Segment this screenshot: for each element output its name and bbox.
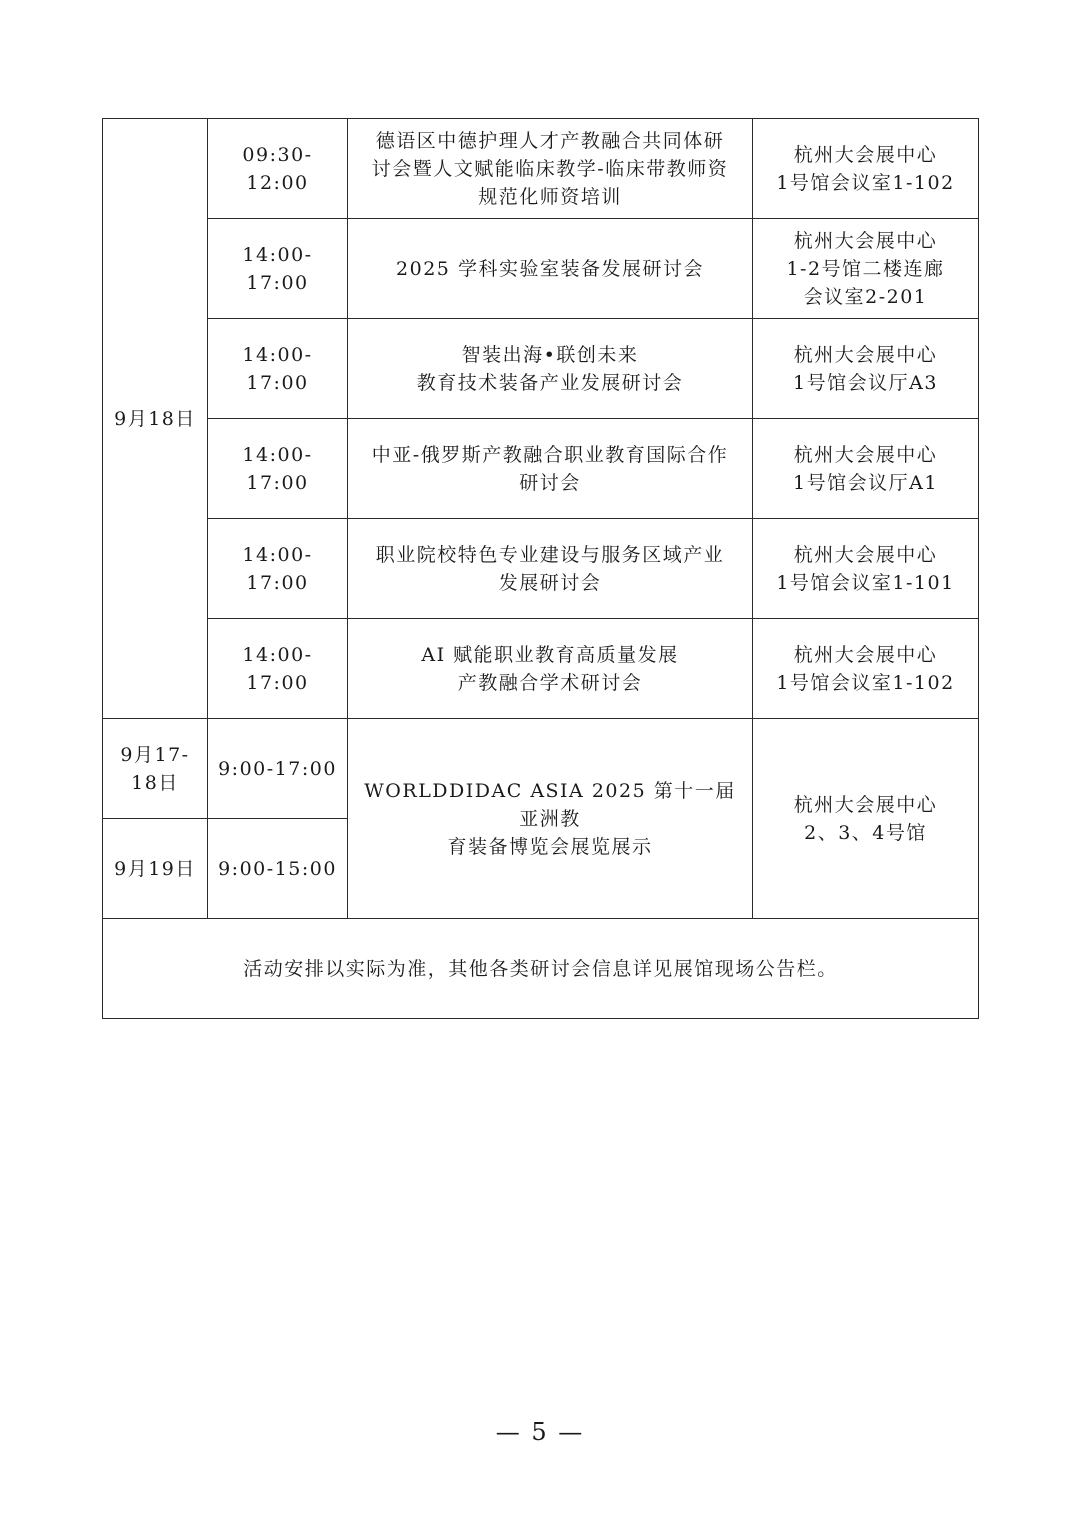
time-cell bbox=[208, 119, 348, 219]
session-title-line: 发展研讨会 bbox=[498, 571, 602, 594]
session-title-cell bbox=[348, 119, 753, 219]
venue-line: 杭州大会展中心 bbox=[793, 543, 938, 566]
venue-line: 1号馆会议厅A1 bbox=[793, 471, 938, 494]
table-row bbox=[103, 719, 979, 819]
session-title-line: 教育技术装备产业发展研讨会 bbox=[416, 371, 684, 394]
time-label: 9:00-17:00 bbox=[218, 757, 337, 780]
venue-line: 杭州大会展中心 bbox=[793, 229, 938, 252]
time-cell bbox=[208, 819, 348, 919]
session-title-cell bbox=[348, 419, 753, 519]
session-title-cell bbox=[348, 319, 753, 419]
venue-cell bbox=[753, 519, 979, 619]
time-cell bbox=[208, 319, 348, 419]
time-label: 14:00-17:00 bbox=[242, 543, 313, 594]
venue-cell bbox=[753, 319, 979, 419]
time-cell bbox=[208, 519, 348, 619]
date-cell bbox=[103, 119, 208, 719]
venue-cell bbox=[753, 619, 979, 719]
note-cell bbox=[103, 919, 979, 1019]
time-cell bbox=[208, 719, 348, 819]
date-label: 9月18日 bbox=[114, 407, 196, 430]
session-title-line: 研讨会 bbox=[519, 471, 581, 494]
venue-cell bbox=[753, 419, 979, 519]
table-row bbox=[103, 919, 979, 1019]
table-row bbox=[103, 219, 979, 319]
venue-line: 杭州大会展中心 bbox=[793, 343, 938, 366]
schedule-note: 活动安排以实际为准，其他各类研讨会信息详见展馆现场公告栏。 bbox=[243, 957, 838, 980]
venue-line: 会议室2-201 bbox=[803, 285, 928, 308]
time-label: 14:00-17:00 bbox=[242, 343, 313, 394]
session-title-line: 德语区中德护理人才产教融合共同体研 bbox=[375, 129, 725, 152]
session-title-line: 2025 学科实验室装备发展研讨会 bbox=[396, 257, 704, 280]
time-cell bbox=[208, 419, 348, 519]
session-title-cell bbox=[348, 719, 753, 919]
venue-line: 杭州大会展中心 bbox=[793, 443, 938, 466]
table-row bbox=[103, 619, 979, 719]
time-label: 14:00-17:00 bbox=[242, 443, 313, 494]
session-title-cell bbox=[348, 619, 753, 719]
venue-line: 1号馆会议室1-101 bbox=[776, 571, 955, 594]
venue-line: 1-2号馆二楼连廊 bbox=[786, 257, 945, 280]
schedule-table bbox=[102, 118, 979, 1019]
time-label: 09:30-12:00 bbox=[242, 143, 313, 194]
page-number: — 5 — bbox=[495, 1418, 585, 1446]
session-title-cell bbox=[348, 219, 753, 319]
venue-line: 杭州大会展中心 bbox=[793, 793, 938, 816]
session-title-line: AI 赋能职业教育高质量发展 bbox=[421, 643, 679, 666]
session-title-line: 职业院校特色专业建设与服务区域产业 bbox=[375, 543, 725, 566]
date-label: 9月17- bbox=[120, 743, 190, 766]
session-title-line: 智装出海•联创未来 bbox=[461, 343, 639, 366]
session-title-line: 育装备博览会展览展示 bbox=[447, 835, 653, 858]
time-label: 14:00-17:00 bbox=[242, 643, 313, 694]
venue-line: 1号馆会议厅A3 bbox=[793, 371, 938, 394]
venue-line: 1号馆会议室1-102 bbox=[776, 671, 955, 694]
venue-line: 1号馆会议室1-102 bbox=[776, 171, 955, 194]
session-title-cell bbox=[348, 519, 753, 619]
session-title-line: 讨会暨人文赋能临床教学-临床带教师资 bbox=[371, 157, 729, 180]
table-row bbox=[103, 519, 979, 619]
venue-line: 杭州大会展中心 bbox=[793, 143, 938, 166]
venue-line: 2、3、4号馆 bbox=[804, 821, 927, 844]
time-cell bbox=[208, 619, 348, 719]
venue-cell bbox=[753, 119, 979, 219]
session-title-line: 中亚-俄罗斯产教融合职业教育国际合作 bbox=[371, 443, 729, 466]
table-row bbox=[103, 419, 979, 519]
session-title-line: 规范化师资培训 bbox=[478, 185, 622, 208]
table-row bbox=[103, 119, 979, 219]
venue-line: 杭州大会展中心 bbox=[793, 643, 938, 666]
time-label: 14:00-17:00 bbox=[242, 243, 313, 294]
date-cell bbox=[103, 819, 208, 919]
date-label: 9月19日 bbox=[114, 857, 196, 880]
date-cell bbox=[103, 719, 208, 819]
date-label: 18日 bbox=[131, 771, 179, 794]
session-title-line: WORLDDIDAC ASIA 2025 第十一届亚洲教 bbox=[364, 779, 736, 830]
venue-cell bbox=[753, 219, 979, 319]
time-cell bbox=[208, 219, 348, 319]
table-row bbox=[103, 319, 979, 419]
time-label: 9:00-15:00 bbox=[218, 857, 337, 880]
venue-cell bbox=[753, 719, 979, 919]
session-title-line: 产教融合学术研讨会 bbox=[457, 671, 643, 694]
